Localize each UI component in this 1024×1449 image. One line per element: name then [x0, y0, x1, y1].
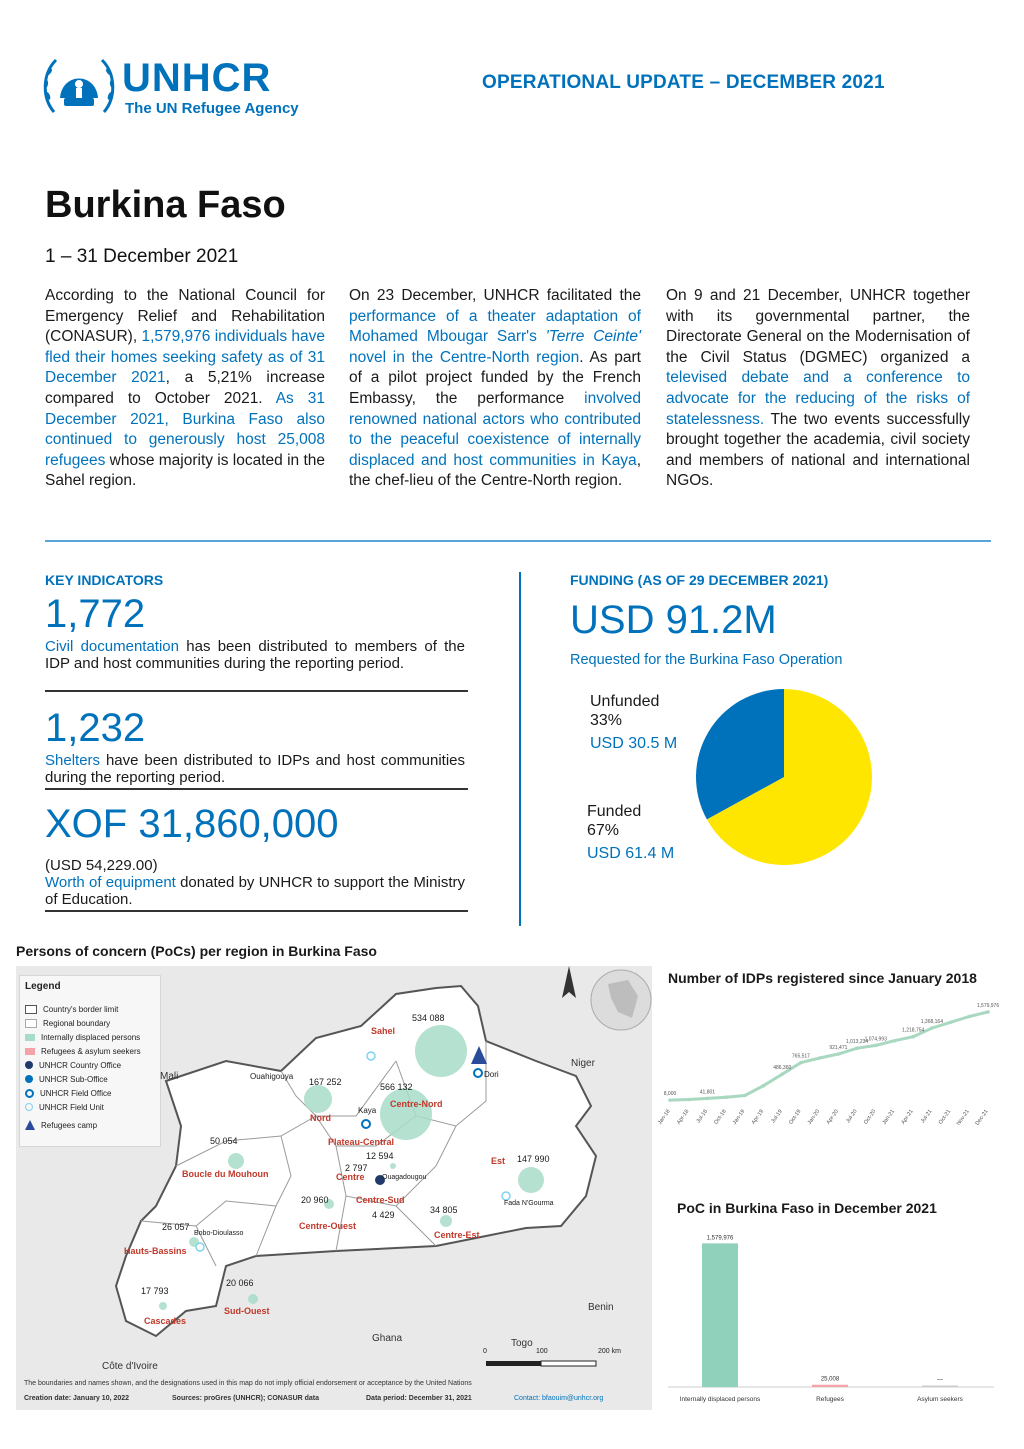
region-label-centre: Centre: [336, 1172, 365, 1182]
idp-bubble-nord: [304, 1085, 332, 1113]
poc-bar-value-label: —: [937, 1377, 943, 1384]
country-label-niger: Niger: [571, 1058, 595, 1069]
indicator-description: have been distributed to IDPs and host communities during the reporting period.: [45, 752, 465, 786]
key-indicators-label: KEY INDICATORS: [45, 572, 164, 588]
indicator-shelters-text: [45, 752, 465, 786]
value-label-sahel: 534 088: [412, 1013, 445, 1023]
legend-item: UNHCR Country Office: [25, 1059, 121, 1071]
funded-label: Funded: [587, 803, 642, 820]
unhcr-emblem-icon: [40, 52, 118, 118]
idp-point: [687, 1098, 691, 1102]
poc-bar: [922, 1386, 958, 1388]
value-label-sud-ouest: 20 066: [226, 1278, 254, 1288]
indicator-highlight: Shelters: [45, 752, 101, 769]
column-1-text: According to the National Council for Emergency Relief and Rehabilitation (CONASUR),: [45, 287, 325, 346]
city-label-bobo-dioulasso: Bobo-Dioulasso: [194, 1230, 244, 1237]
region-label-centre-nord: Centre-Nord: [390, 1099, 443, 1109]
idp-x-tick-label: Jul-21: [920, 1108, 934, 1125]
map-disclaimer: The boundaries and names shown, and the designations used in this map do not imply official endorsement or acceptance by the United Nations: [24, 1380, 472, 1387]
unfunded-label-block: [590, 692, 659, 730]
unfunded-label: Unfunded: [590, 693, 660, 710]
region-label-hauts-bassins: Hauts-Bassins: [124, 1246, 187, 1256]
idp-point: [762, 1084, 766, 1088]
scale-label-0: 0: [483, 1348, 487, 1355]
column-2-novel-title: 'Terre Ceinte': [545, 328, 642, 346]
column-2-text: On 23 December, UNHCR facilitated the: [349, 287, 641, 304]
value-label-est: 147 990: [517, 1154, 550, 1164]
legend-item: Country's border limit: [25, 1003, 118, 1015]
idp-data-label: 486,360: [773, 1065, 792, 1072]
idp-bubble-centre-est: [440, 1215, 452, 1227]
idp-point: [780, 1072, 784, 1076]
funded-percent: 67%: [587, 822, 620, 839]
region-label-est: Est: [491, 1156, 506, 1166]
map-contact-link[interactable]: Contact: bfaouim@unhcr.org: [514, 1395, 604, 1402]
idp-data-label: 1,074,993: [864, 1036, 887, 1043]
legend-item: Regional boundary: [25, 1017, 110, 1029]
unfunded-usd: USD 30.5 M: [590, 735, 678, 752]
value-label-boucle: 50 054: [210, 1136, 238, 1146]
map-data-period: Data period: December 31, 2021: [366, 1395, 472, 1402]
idp-x-tick-label: Apr-21: [900, 1108, 915, 1126]
country-label-togo: Togo: [511, 1338, 533, 1349]
value-label-hauts-bassins: 26 057: [162, 1222, 190, 1232]
column-3-text: The two events successfully brought together the academia, civil society and members of national and international NGOs.: [666, 410, 970, 490]
column-1-text: whose majority is located in the Sahel region.: [45, 451, 326, 490]
idp-x-tick-label: Jan-19: [731, 1108, 747, 1126]
city-label-kaya: Kaya: [358, 1106, 377, 1115]
city-label-ouahigouya: Ouahigouya: [250, 1072, 294, 1081]
unfunded-percent: 33%: [590, 712, 623, 729]
indicator-highlight: Worth of equipment: [45, 874, 176, 891]
idp-bubble-plateau: [390, 1163, 396, 1169]
scale-label-200: 200 km: [598, 1348, 621, 1355]
funding-pie-chart: [694, 687, 874, 867]
indicator-equipment-value: XOF 31,860,000: [45, 802, 339, 846]
indicator-highlight: Civil documentation: [45, 638, 179, 655]
region-label-centre-est: Centre-Est: [434, 1230, 480, 1240]
value-label-centre-sud: 4 429: [372, 1210, 395, 1220]
operational-update-heading: OPERATIONAL UPDATE – DECEMBER 2021: [482, 72, 885, 93]
indicator-rule: [45, 690, 468, 692]
map-legend: [19, 975, 161, 1147]
field-unit-icon: [502, 1192, 510, 1200]
idp-line-chart: [657, 995, 1000, 1145]
indicator-rule: [45, 910, 468, 912]
section-divider: [45, 540, 991, 542]
idp-x-tick-label: Oct-21: [937, 1108, 953, 1126]
column-1-highlight-refugees: As 31 December 2021, Burkina Faso also continued to generously host 25,008 refugees: [45, 389, 325, 469]
column-2-highlight-theater: performance of a theater adaptation of Mohamed Mbougar Sarr's: [349, 307, 641, 346]
idp-x-tick-label: Jan-18: [657, 1108, 672, 1126]
funding-label: FUNDING (AS OF 29 DECEMBER 2021): [570, 572, 829, 588]
idp-series-line: [670, 1012, 988, 1100]
idp-point: [855, 1046, 859, 1050]
legend-title: Legend: [25, 981, 61, 992]
idp-x-tick-label: Nov-21: [955, 1108, 971, 1127]
idp-data-label: 1,013,234: [845, 1039, 869, 1046]
indicator-equipment-text: [45, 857, 465, 908]
idp-x-tick-label: Dec-21: [974, 1108, 990, 1127]
idp-bubble-sud-ouest: [248, 1294, 258, 1304]
country-label-cote-divoire: Côte d'Ivoire: [102, 1361, 158, 1372]
scale-label-100: 100: [536, 1348, 548, 1355]
idp-x-tick-label: Apr-18: [675, 1108, 691, 1126]
funding-amount: USD 91.2M: [570, 598, 777, 642]
poc-map: [16, 966, 652, 1410]
column-1-text: , a 5,21% increase compared to October 2021.: [45, 369, 325, 407]
funding-subtitle: Requested for the Burkina Faso Operation: [570, 652, 843, 668]
idp-data-label: 1,218,754: [902, 1027, 925, 1034]
idp-point: [930, 1026, 934, 1030]
idp-point: [893, 1039, 897, 1043]
map-creation-date: Creation date: January 10, 2022: [24, 1395, 130, 1402]
region-label-centre-sud: Centre-Sud: [356, 1195, 405, 1205]
idp-point: [874, 1044, 878, 1048]
idp-point: [818, 1056, 822, 1060]
idp-point: [724, 1095, 728, 1099]
value-label-nord: 167 252: [309, 1077, 342, 1087]
field-office-icon: [474, 1069, 482, 1077]
idp-x-tick-label: Oct-19: [788, 1108, 803, 1126]
value-label-plateau: 12 594: [366, 1151, 394, 1161]
legend-item: Internally displaced persons: [25, 1031, 140, 1043]
idp-point: [949, 1020, 953, 1024]
idp-point: [986, 1010, 990, 1014]
legend-item: UNHCR Field Office: [25, 1087, 111, 1099]
field-unit-icon: [196, 1243, 204, 1251]
idp-data-label: 1,368,164: [920, 1019, 944, 1026]
region-label-sahel: Sahel: [371, 1026, 396, 1036]
poc-bar-value-label: 1,579,976: [706, 1235, 734, 1242]
region-label-cascades: Cascades: [144, 1316, 187, 1326]
poc-bar-chart: [664, 1225, 998, 1410]
column-1-highlight-idps: 1,579,976 individuals have fled their homes seeking safety as of 31 December 2021: [45, 328, 326, 387]
intro-column-2: [349, 286, 641, 492]
field-unit-icon: [367, 1052, 375, 1060]
idp-bubble-boucle: [228, 1153, 244, 1169]
region-label-boucle-du-mouhoun: Boucle du Mouhoun: [182, 1169, 269, 1179]
idp-chart-title: Number of IDPs registered since January 2018: [668, 970, 977, 986]
indicator-civil-doc-text: [45, 638, 465, 672]
indicator-description: has been distributed to members of the IDP and host communities during the reporting period.: [45, 638, 465, 672]
poc-category-label: Refugees: [816, 1396, 844, 1403]
idp-point: [967, 1015, 971, 1019]
indicator-rule: [45, 788, 468, 790]
region-label-sud-ouest: Sud-Ouest: [224, 1306, 270, 1316]
idp-x-tick-label: Apr-20: [825, 1108, 840, 1126]
poc-category-label: Internally displaced persons: [679, 1396, 761, 1403]
legend-item: UNHCR Field Unit: [25, 1101, 104, 1113]
city-label-ouagadougou: Ouagadougou: [382, 1174, 427, 1181]
column-2-highlight-region: novel in the Centre-North region: [349, 348, 580, 366]
idp-x-tick-label: Apr-19: [750, 1108, 766, 1126]
city-label-dori: Dori: [484, 1070, 499, 1079]
idp-x-tick-label: Jul-20: [845, 1108, 859, 1125]
legend-item: Refugees camp: [25, 1119, 97, 1131]
idp-point: [706, 1097, 710, 1101]
funded-label-block: [587, 802, 641, 840]
logo-wordmark: UNHCR: [122, 56, 272, 100]
idp-point: [911, 1035, 915, 1039]
column-3-text: On 9 and 21 December, UNHCR together with its governmental partner, the Directorate General on the Modernisation of the Civil Status (DGMEC) organized a: [666, 287, 970, 366]
poc-category-label: Asylum seekers: [917, 1396, 963, 1403]
legend-item: Refugees & asylum seekers: [25, 1045, 141, 1057]
idp-x-tick-label: Oct-18: [713, 1108, 728, 1126]
value-label-cascades: 17 793: [141, 1286, 169, 1296]
city-label-fada: Fada N'Gourma: [504, 1200, 554, 1207]
intro-column-1: [45, 286, 325, 492]
page-title: Burkina Faso: [45, 184, 286, 226]
region-label-centre-ouest: Centre-Ouest: [299, 1221, 357, 1231]
value-label-centre-ouest: 20 960: [301, 1195, 329, 1205]
idp-x-tick-label: Jan-20: [806, 1108, 822, 1126]
field-office-icon: [362, 1120, 370, 1128]
region-label-nord: Nord: [310, 1113, 331, 1123]
idp-bubble-centre-nord: [380, 1088, 432, 1140]
column-2-text: . As part of a pilot project funded by the French Embassy, the performance: [349, 348, 641, 407]
idp-point: [799, 1061, 803, 1065]
idp-point: [837, 1052, 841, 1056]
country-label-benin: Benin: [588, 1302, 614, 1313]
indicator-usd-note: (USD 54,229.00): [45, 857, 158, 874]
idp-data-label: 765,517: [791, 1053, 810, 1060]
indicator-civil-doc-value: 1,772: [45, 592, 146, 636]
poc-chart-title: PoC in Burkina Faso in December 2021: [677, 1200, 937, 1216]
idp-point: [668, 1098, 672, 1102]
column-2-text: , the chef-lieu of the Centre-North region.: [349, 451, 641, 490]
idp-bubble-cascades: [159, 1302, 167, 1310]
value-label-centre: 2 797: [345, 1163, 368, 1173]
country-label-ghana: Ghana: [372, 1333, 403, 1344]
idp-data-label: 41,801: [699, 1089, 716, 1096]
unhcr-logo: [40, 52, 310, 122]
poc-bar: [702, 1243, 738, 1387]
funded-usd: USD 61.4 M: [587, 845, 675, 862]
map-title: Persons of concern (PoCs) per region in Burkina Faso: [16, 943, 377, 959]
idp-data-label: 8,000: [663, 1091, 677, 1098]
legend-item: UNHCR Sub-Office: [25, 1073, 108, 1085]
idp-x-tick-label: Oct-20: [863, 1108, 878, 1126]
poc-bar: [812, 1385, 848, 1387]
column-2-highlight-actors: involved renowned national actors who contributed to the peaceful coexistence of internally displaced and host communities in Kaya: [349, 389, 641, 469]
scale-bar: [486, 1361, 596, 1366]
idp-bubble-sahel: [415, 1025, 467, 1077]
indicator-description: donated by UNHCR to support the Ministry of Education.: [45, 874, 465, 908]
value-label-centre-est: 34 805: [430, 1205, 458, 1215]
region-label-plateau-central: Plateau-Central: [328, 1137, 395, 1147]
idp-point: [743, 1094, 747, 1098]
idp-data-label: 1,579,976: [976, 1002, 1000, 1009]
idp-bubble-est: [518, 1167, 544, 1193]
idp-data-label: 921,471: [829, 1045, 848, 1051]
idp-x-tick-label: Jul-19: [770, 1108, 784, 1125]
idp-x-tick-label: Jan-21: [881, 1108, 897, 1126]
column-3-highlight-debate: televised debate and a conference to advocate for the reducing of the risks of statelessness.: [666, 369, 970, 428]
poc-bar-value-label: 25,008: [820, 1376, 840, 1383]
indicator-shelters-value: 1,232: [45, 706, 146, 750]
idp-x-tick-label: Jul-18: [695, 1108, 710, 1125]
north-arrow-icon: [562, 966, 576, 998]
intro-column-3: [666, 286, 970, 492]
logo-subtitle: The UN Refugee Agency: [125, 100, 299, 117]
map-sources: Sources: proGres (UNHCR); CONASUR data: [172, 1395, 320, 1402]
vertical-divider: [519, 572, 521, 926]
value-label-centre-nord: 566 132: [380, 1082, 413, 1092]
date-range: 1 – 31 December 2021: [45, 246, 239, 267]
country-label-mali: Mali: [160, 1071, 179, 1082]
